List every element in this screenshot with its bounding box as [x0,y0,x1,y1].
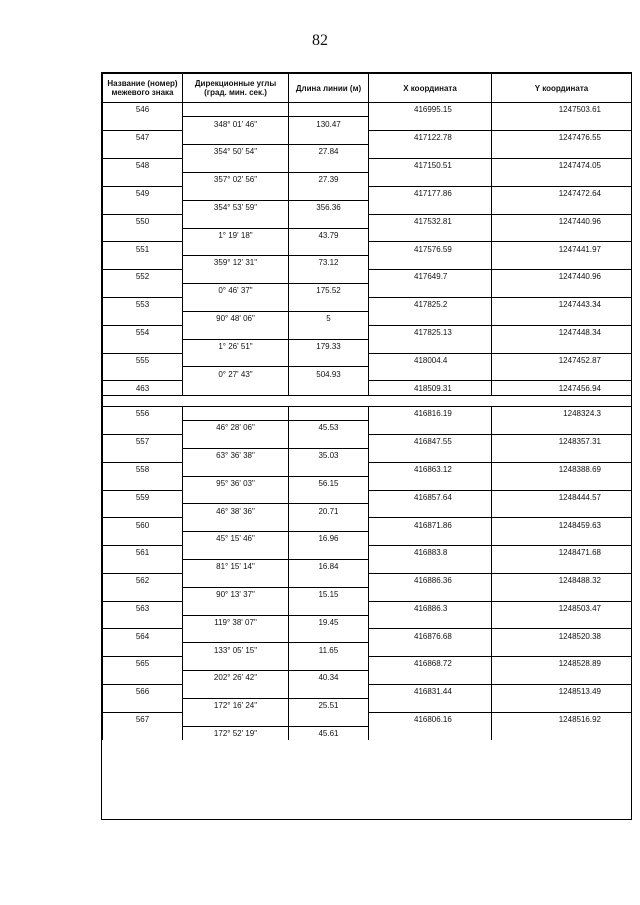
point-name: 557 [103,434,183,448]
y-coordinate: 1248357.31 [492,434,632,448]
empty-cell [492,228,632,242]
point-row [103,103,632,117]
x-coordinate: 416847.55 [369,434,492,448]
point-name: 554 [103,325,183,339]
direction-angle: 1° 19' 18" [183,228,289,242]
point-name: 551 [103,242,183,256]
segment-row [103,643,632,657]
empty-cell [103,256,183,270]
empty-cell [183,242,289,256]
empty-cell [289,657,369,671]
point-row [103,214,632,228]
direction-angle: 133° 05' 15" [183,643,289,657]
point-row [103,601,632,615]
point-name: 558 [103,462,183,476]
point-row [103,573,632,587]
empty-cell [183,270,289,284]
y-coordinate: 1248324.3 [492,406,632,420]
x-coordinate: 416816.19 [369,406,492,420]
empty-cell [103,560,183,574]
empty-cell [103,172,183,186]
separator-cell [103,395,632,406]
y-coordinate: 1248444.57 [492,490,632,504]
y-coordinate: 1247448.34 [492,325,632,339]
empty-cell [183,573,289,587]
empty-cell [103,339,183,353]
empty-cell [103,145,183,159]
point-name: 546 [103,103,183,117]
empty-cell [183,214,289,228]
empty-cell [369,587,492,601]
x-coordinate: 417122.78 [369,131,492,145]
point-name: 547 [103,131,183,145]
empty-cell [183,381,289,395]
x-coordinate: 417177.86 [369,186,492,200]
segment-row [103,476,632,490]
point-name: 565 [103,657,183,671]
empty-cell [369,560,492,574]
segment-row [103,117,632,131]
point-row [103,657,632,671]
empty-cell [369,615,492,629]
y-coordinate: 1247474.05 [492,159,632,173]
segment-row [103,421,632,435]
empty-cell [492,504,632,518]
point-row [103,297,632,311]
point-row [103,353,632,367]
line-length: 56.15 [289,476,369,490]
empty-cell [369,367,492,381]
point-name: 564 [103,629,183,643]
line-length: 5 [289,311,369,325]
empty-cell [492,532,632,546]
y-coordinate: 1248488.32 [492,573,632,587]
segment-row [103,311,632,325]
empty-cell [289,381,369,395]
point-name: 559 [103,490,183,504]
empty-cell [103,532,183,546]
y-coordinate: 1248516.92 [492,712,632,726]
point-row [103,518,632,532]
empty-cell [183,629,289,643]
empty-cell [183,657,289,671]
x-coordinate: 416806.16 [369,712,492,726]
empty-cell [289,462,369,476]
empty-cell [369,504,492,518]
empty-cell [289,546,369,560]
empty-cell [103,587,183,601]
empty-cell [289,573,369,587]
point-row [103,434,632,448]
empty-cell [289,601,369,615]
x-coordinate: 416863.12 [369,462,492,476]
segment-row [103,615,632,629]
segment-row [103,726,632,740]
x-coordinate: 417532.81 [369,214,492,228]
empty-cell [289,406,369,420]
empty-cell [183,434,289,448]
empty-cell [103,117,183,131]
point-name: 563 [103,601,183,615]
x-coordinate: 416886.3 [369,601,492,615]
point-row [103,159,632,173]
segment-row [103,560,632,574]
segment-row [103,587,632,601]
y-coordinate: 1247472.64 [492,186,632,200]
empty-cell [289,214,369,228]
empty-cell [369,172,492,186]
line-length: 11.65 [289,643,369,657]
table-body [103,103,632,741]
empty-cell [183,103,289,117]
segment-row [103,671,632,685]
empty-cell [369,532,492,546]
group-separator-row [103,395,632,406]
header-x: X координата [369,74,492,103]
y-coordinate: 1248513.49 [492,685,632,699]
direction-angle: 354° 53' 59" [183,200,289,214]
line-length: 27.84 [289,145,369,159]
point-name: 548 [103,159,183,173]
empty-cell [289,353,369,367]
y-coordinate: 1247452.87 [492,353,632,367]
empty-cell [492,726,632,740]
y-coordinate: 1248503.47 [492,601,632,615]
direction-angle: 81° 15' 14" [183,560,289,574]
empty-cell [492,172,632,186]
empty-cell [103,284,183,298]
segment-row [103,532,632,546]
empty-cell [289,685,369,699]
direction-angle: 95° 36' 03" [183,476,289,490]
point-name: 549 [103,186,183,200]
empty-cell [289,297,369,311]
empty-cell [103,476,183,490]
coordinates-table [102,73,632,740]
empty-cell [183,159,289,173]
point-name: 562 [103,573,183,587]
segment-row [103,448,632,462]
empty-cell [369,671,492,685]
point-name: 560 [103,518,183,532]
line-length: 40.34 [289,671,369,685]
empty-cell [103,228,183,242]
x-coordinate: 417825.2 [369,297,492,311]
line-length: 19.45 [289,615,369,629]
empty-cell [369,421,492,435]
empty-cell [183,186,289,200]
empty-cell [492,256,632,270]
empty-cell [103,698,183,712]
point-row [103,490,632,504]
point-name: 553 [103,297,183,311]
direction-angle: 359° 12' 31" [183,256,289,270]
line-length: 16.84 [289,560,369,574]
line-length: 73.12 [289,256,369,270]
direction-angle: 172° 16' 24" [183,698,289,712]
empty-cell [103,504,183,518]
point-name: 552 [103,270,183,284]
empty-cell [183,462,289,476]
direction-angle: 45° 15' 46" [183,532,289,546]
line-length: 20.71 [289,504,369,518]
empty-cell [492,145,632,159]
empty-cell [183,518,289,532]
empty-cell [103,311,183,325]
x-coordinate: 416886.36 [369,573,492,587]
point-row [103,325,632,339]
segment-row [103,339,632,353]
header-angle: Дирекционные углы (град. мин. сек.) [183,74,289,103]
segment-row [103,256,632,270]
empty-cell [369,117,492,131]
empty-cell [289,518,369,532]
empty-cell [369,256,492,270]
direction-angle: 354° 50' 54" [183,145,289,159]
empty-cell [289,242,369,256]
direction-angle: 119° 38' 07" [183,615,289,629]
point-row [103,629,632,643]
x-coordinate: 416868.72 [369,657,492,671]
empty-cell [492,339,632,353]
empty-cell [183,131,289,145]
empty-cell [369,311,492,325]
y-coordinate: 1247443.34 [492,297,632,311]
line-length: 16.96 [289,532,369,546]
line-length: 27.39 [289,172,369,186]
y-coordinate: 1248388.69 [492,462,632,476]
line-length: 45.53 [289,421,369,435]
empty-cell [369,643,492,657]
header-name: Название (номер) межевого знака [103,74,183,103]
point-row [103,406,632,420]
x-coordinate: 417150.51 [369,159,492,173]
empty-cell [103,200,183,214]
x-coordinate: 418509.31 [369,381,492,395]
empty-cell [492,615,632,629]
empty-cell [103,726,183,740]
empty-cell [289,490,369,504]
header-length: Длина линии (м) [289,74,369,103]
y-coordinate: 1247440.96 [492,214,632,228]
point-name: 556 [103,406,183,420]
x-coordinate: 416883.8 [369,546,492,560]
empty-cell [183,325,289,339]
x-coordinate: 417649.7 [369,270,492,284]
line-length: 43.79 [289,228,369,242]
direction-angle: 202° 26' 42" [183,671,289,685]
x-coordinate: 417576.59 [369,242,492,256]
point-row [103,546,632,560]
x-coordinate: 416995.15 [369,103,492,117]
empty-cell [289,131,369,145]
y-coordinate: 1247440.96 [492,270,632,284]
x-coordinate: 417825.13 [369,325,492,339]
direction-angle: 357° 02' 56" [183,172,289,186]
empty-cell [183,490,289,504]
point-row [103,381,632,395]
direction-angle: 90° 13' 37" [183,587,289,601]
point-row [103,685,632,699]
x-coordinate: 416871.86 [369,518,492,532]
y-coordinate: 1248471.68 [492,546,632,560]
empty-cell [492,421,632,435]
point-name: 463 [103,381,183,395]
empty-cell [492,476,632,490]
line-length: 356.36 [289,200,369,214]
direction-angle: 46° 38' 36" [183,504,289,518]
empty-cell [289,629,369,643]
empty-cell [492,117,632,131]
line-length: 179.33 [289,339,369,353]
segment-row [103,698,632,712]
point-name: 567 [103,712,183,726]
empty-cell [492,448,632,462]
empty-cell [492,643,632,657]
line-length: 35.03 [289,448,369,462]
empty-cell [492,311,632,325]
x-coordinate: 416831.44 [369,685,492,699]
empty-cell [369,698,492,712]
empty-cell [183,406,289,420]
y-coordinate: 1247503.61 [492,103,632,117]
empty-cell [103,615,183,629]
empty-cell [183,712,289,726]
empty-cell [492,671,632,685]
empty-cell [289,159,369,173]
empty-cell [289,712,369,726]
x-coordinate: 416876.68 [369,629,492,643]
empty-cell [183,685,289,699]
empty-cell [492,587,632,601]
direction-angle: 0° 46' 37" [183,284,289,298]
empty-cell [103,448,183,462]
direction-angle: 90° 48' 06" [183,311,289,325]
y-coordinate: 1248528.89 [492,657,632,671]
direction-angle: 46° 28' 06" [183,421,289,435]
line-length: 25.51 [289,698,369,712]
point-row [103,462,632,476]
empty-cell [289,186,369,200]
empty-cell [369,145,492,159]
point-row [103,131,632,145]
empty-cell [183,546,289,560]
empty-cell [492,560,632,574]
segment-row [103,228,632,242]
empty-cell [103,367,183,381]
direction-angle: 63° 36' 38" [183,448,289,462]
y-coordinate: 1247456.94 [492,381,632,395]
empty-cell [369,476,492,490]
page-number: 82 [312,32,328,49]
point-row [103,186,632,200]
empty-cell [183,601,289,615]
point-name: 561 [103,546,183,560]
empty-cell [183,297,289,311]
line-length: 15.15 [289,587,369,601]
line-length: 45.61 [289,726,369,740]
empty-cell [103,421,183,435]
coordinates-table-frame [101,72,632,820]
empty-cell [369,228,492,242]
x-coordinate: 416857.64 [369,490,492,504]
y-coordinate: 1247441.97 [492,242,632,256]
direction-angle: 348° 01' 46" [183,117,289,131]
empty-cell [369,726,492,740]
empty-cell [103,671,183,685]
empty-cell [289,325,369,339]
empty-cell [289,434,369,448]
segment-row [103,172,632,186]
empty-cell [492,367,632,381]
empty-cell [369,339,492,353]
empty-cell [103,643,183,657]
segment-row [103,367,632,381]
line-length: 175.52 [289,284,369,298]
point-row [103,270,632,284]
segment-row [103,145,632,159]
empty-cell [183,353,289,367]
line-length: 130.47 [289,117,369,131]
point-row [103,242,632,256]
y-coordinate: 1248520.38 [492,629,632,643]
point-name: 550 [103,214,183,228]
empty-cell [492,200,632,214]
direction-angle: 1° 26' 51" [183,339,289,353]
line-length: 504.93 [289,367,369,381]
y-coordinate: 1248459.63 [492,518,632,532]
y-coordinate: 1247476.55 [492,131,632,145]
empty-cell [369,448,492,462]
empty-cell [289,270,369,284]
table-header-row [103,74,632,103]
header-y: Y координата [492,74,632,103]
point-row [103,712,632,726]
point-name: 566 [103,685,183,699]
empty-cell [492,698,632,712]
empty-cell [369,284,492,298]
direction-angle: 0° 27' 43" [183,367,289,381]
point-name: 555 [103,353,183,367]
direction-angle: 172° 52' 19" [183,726,289,740]
segment-row [103,504,632,518]
empty-cell [492,284,632,298]
empty-cell [369,200,492,214]
segment-row [103,200,632,214]
x-coordinate: 418004.4 [369,353,492,367]
segment-row [103,284,632,298]
empty-cell [289,103,369,117]
